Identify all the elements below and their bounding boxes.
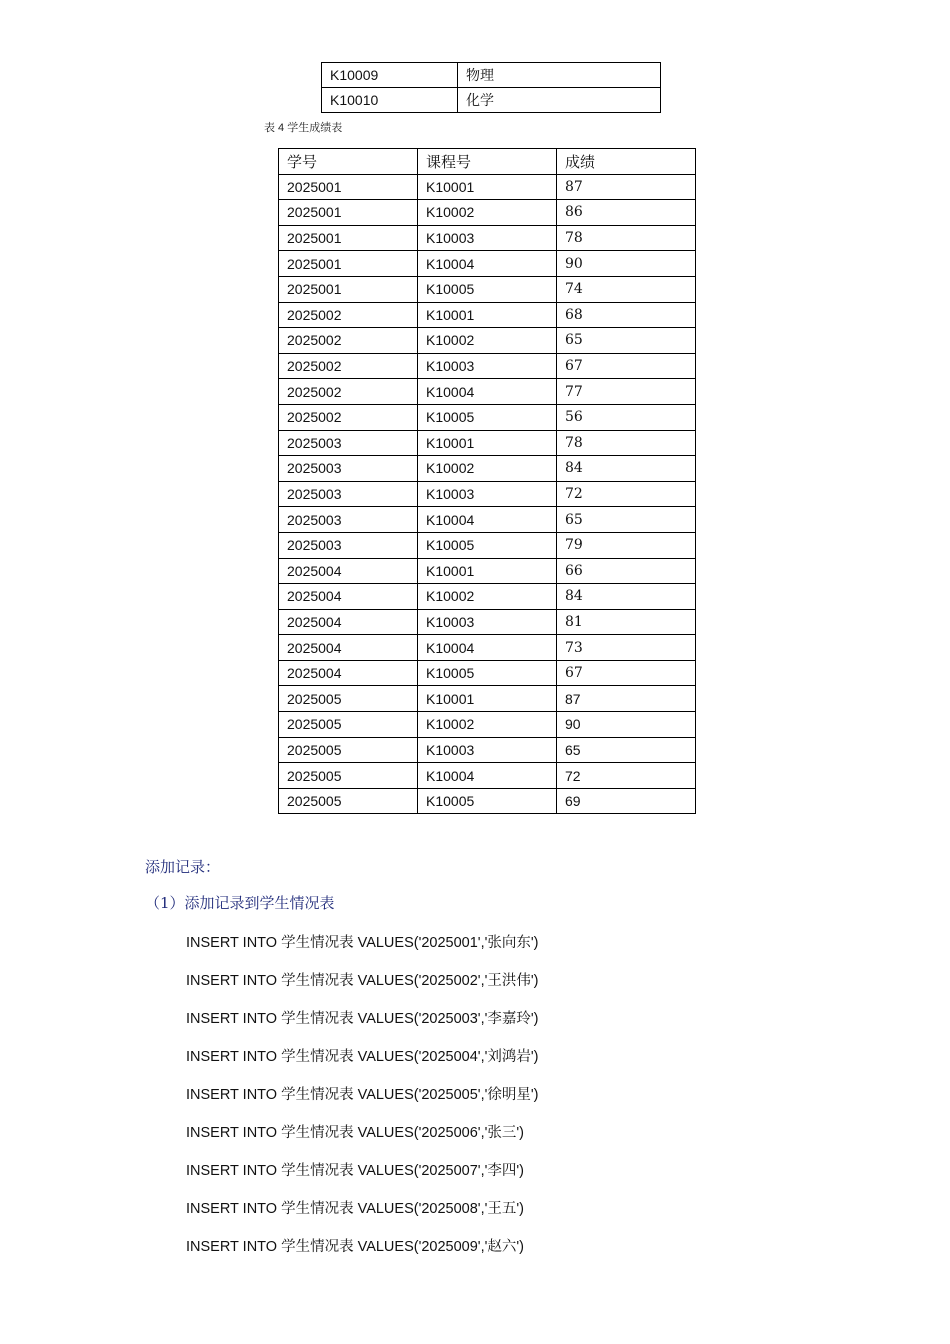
score-cell: 86 [557, 200, 696, 226]
course-id-cell: K10005 [418, 532, 557, 558]
course-id-cell: K10003 [418, 609, 557, 635]
student-id-cell: 2025004 [279, 584, 418, 610]
table-row [279, 609, 696, 635]
student-id-cell: 2025003 [279, 456, 418, 482]
student-id-cell: 2025004 [279, 609, 418, 635]
score-cell: 65 [557, 507, 696, 533]
section-subtitle: （1）添加记录到学生情况表 [145, 894, 335, 912]
sql-statement: INSERT INTO 学生情况表 VALUES('2025007','李四') [186, 1163, 524, 1179]
score-cell: 77 [557, 379, 696, 405]
course-id-cell: K10004 [418, 379, 557, 405]
course-id-cell: K10005 [418, 276, 557, 302]
score-cell: 67 [557, 660, 696, 686]
course-id-cell: K10004 [418, 251, 557, 277]
score-cell: 73 [557, 635, 696, 661]
course-name-cell: 物理 [458, 63, 661, 88]
table-row [279, 737, 696, 763]
student-id-cell: 2025002 [279, 302, 418, 328]
student-id-cell: 2025005 [279, 788, 418, 814]
table-row [322, 63, 661, 88]
sql-statement: INSERT INTO 学生情况表 VALUES('2025004','刘鸿岩') [186, 1049, 539, 1065]
sql-statement: INSERT INTO 学生情况表 VALUES('2025002','王洪伟') [186, 973, 539, 989]
course-id-cell: K10005 [418, 404, 557, 430]
student-id-cell: 2025005 [279, 737, 418, 763]
course-id-cell: K10001 [418, 558, 557, 584]
column-header-course-id: 课程号 [418, 149, 557, 175]
score-table [278, 148, 696, 814]
student-id-cell: 2025002 [279, 404, 418, 430]
course-id-cell: K10004 [418, 763, 557, 789]
course-id-cell: K10009 [322, 63, 458, 88]
course-id-cell: K10001 [418, 686, 557, 712]
table-row [279, 456, 696, 482]
sql-statement: INSERT INTO 学生情况表 VALUES('2025008','王五') [186, 1201, 524, 1217]
score-cell: 66 [557, 558, 696, 584]
student-id-cell: 2025002 [279, 328, 418, 354]
table-row [279, 251, 696, 277]
table-row [279, 276, 696, 302]
student-id-cell: 2025001 [279, 251, 418, 277]
table-caption: 表 4 学生成绩表 [264, 122, 343, 134]
table-row [279, 558, 696, 584]
score-cell: 74 [557, 276, 696, 302]
student-id-cell: 2025003 [279, 507, 418, 533]
student-id-cell: 2025005 [279, 686, 418, 712]
table-row [279, 379, 696, 405]
table-row [279, 686, 696, 712]
score-cell: 69 [557, 788, 696, 814]
score-cell: 81 [557, 609, 696, 635]
student-id-cell: 2025004 [279, 558, 418, 584]
course-id-cell: K10003 [418, 481, 557, 507]
score-cell: 78 [557, 225, 696, 251]
table-row [279, 507, 696, 533]
table-row [279, 404, 696, 430]
course-id-cell: K10001 [418, 302, 557, 328]
table-row [279, 584, 696, 610]
section-title: 添加记录： [145, 858, 221, 876]
student-id-cell: 2025001 [279, 200, 418, 226]
student-id-cell: 2025005 [279, 712, 418, 738]
score-cell: 72 [557, 763, 696, 789]
table-row [279, 353, 696, 379]
score-cell: 72 [557, 481, 696, 507]
score-cell: 67 [557, 353, 696, 379]
score-cell: 56 [557, 404, 696, 430]
course-id-cell: K10005 [418, 788, 557, 814]
table-row [279, 328, 696, 354]
table-row [279, 763, 696, 789]
student-id-cell: 2025002 [279, 353, 418, 379]
course-id-cell: K10010 [322, 88, 458, 113]
sql-statement: INSERT INTO 学生情况表 VALUES('2025005','徐明星') [186, 1087, 539, 1103]
column-header-student-id: 学号 [279, 149, 418, 175]
score-cell: 68 [557, 302, 696, 328]
table-row [279, 302, 696, 328]
course-id-cell: K10002 [418, 456, 557, 482]
student-id-cell: 2025001 [279, 225, 418, 251]
course-id-cell: K10004 [418, 507, 557, 533]
score-cell: 78 [557, 430, 696, 456]
course-id-cell: K10002 [418, 200, 557, 226]
table-row [279, 174, 696, 200]
score-cell: 84 [557, 584, 696, 610]
score-cell: 90 [557, 251, 696, 277]
table-row [279, 788, 696, 814]
column-header-score: 成绩 [557, 149, 696, 175]
course-id-cell: K10002 [418, 712, 557, 738]
course-id-cell: K10001 [418, 430, 557, 456]
score-cell: 79 [557, 532, 696, 558]
table-row [279, 635, 696, 661]
course-name-cell: 化学 [458, 88, 661, 113]
student-id-cell: 2025004 [279, 660, 418, 686]
course-id-cell: K10002 [418, 584, 557, 610]
table-row [279, 532, 696, 558]
course-id-cell: K10002 [418, 328, 557, 354]
student-id-cell: 2025002 [279, 379, 418, 405]
table-row [279, 430, 696, 456]
sql-statement: INSERT INTO 学生情况表 VALUES('2025003','李嘉玲') [186, 1011, 539, 1027]
score-cell: 65 [557, 328, 696, 354]
course-id-cell: K10003 [418, 737, 557, 763]
table-row [279, 200, 696, 226]
course-id-cell: K10003 [418, 225, 557, 251]
score-cell: 87 [557, 174, 696, 200]
student-id-cell: 2025003 [279, 430, 418, 456]
score-cell: 65 [557, 737, 696, 763]
table-header-row [279, 149, 696, 175]
table-row [279, 225, 696, 251]
table-row [279, 660, 696, 686]
sql-statement: INSERT INTO 学生情况表 VALUES('2025001','张向东') [186, 935, 539, 951]
student-id-cell: 2025005 [279, 763, 418, 789]
score-cell: 84 [557, 456, 696, 482]
student-id-cell: 2025003 [279, 481, 418, 507]
course-id-cell: K10004 [418, 635, 557, 661]
course-id-cell: K10001 [418, 174, 557, 200]
sql-statement: INSERT INTO 学生情况表 VALUES('2025009','赵六') [186, 1239, 524, 1255]
table-row [279, 712, 696, 738]
student-id-cell: 2025003 [279, 532, 418, 558]
course-table [321, 62, 661, 113]
score-cell: 90 [557, 712, 696, 738]
student-id-cell: 2025004 [279, 635, 418, 661]
course-id-cell: K10003 [418, 353, 557, 379]
course-id-cell: K10005 [418, 660, 557, 686]
score-cell: 87 [557, 686, 696, 712]
table-row [279, 481, 696, 507]
student-id-cell: 2025001 [279, 174, 418, 200]
table-row [322, 88, 661, 113]
student-id-cell: 2025001 [279, 276, 418, 302]
sql-statement: INSERT INTO 学生情况表 VALUES('2025006','张三') [186, 1125, 524, 1141]
